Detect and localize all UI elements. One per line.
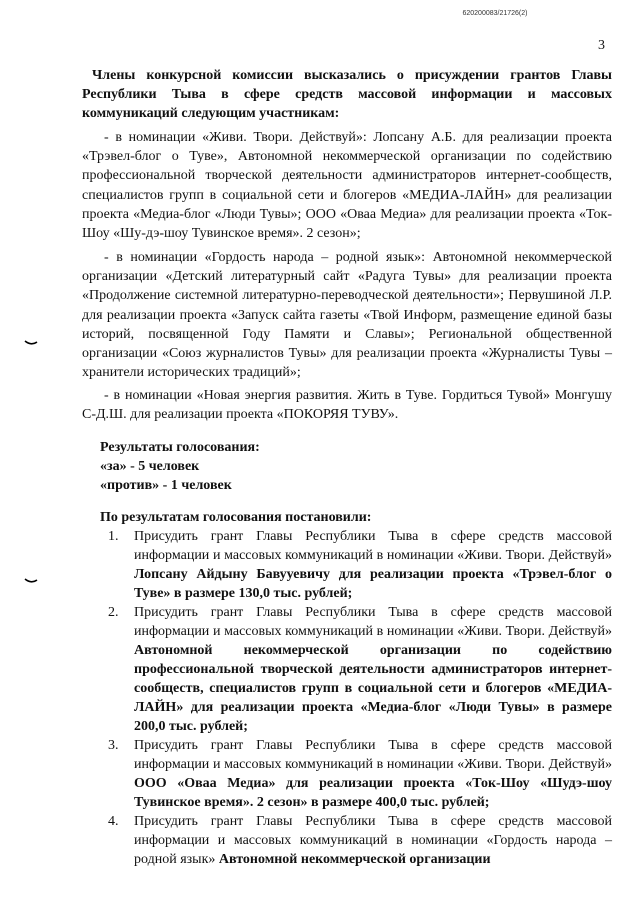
decision-item-text: Присудить грант Главы Республики Тыва в сфере средств массовой информации и массовых коммуникаций в номинации «Живи. Твори. Действуй»	[134, 738, 612, 772]
decision-item-text: Присудить грант Главы Республики Тыва в сфере средств массовой информации и массовых коммуникаций в номинации «Гордость народа – родной язык»	[134, 814, 612, 867]
decision-title: По результатам голосования постановили:	[100, 510, 372, 525]
page-number: 3	[598, 38, 605, 53]
voting-results-title: Результаты голосования:	[100, 440, 260, 455]
nomination-paragraph-1: - в номинации «Живи. Твори. Действуй»: Лопсану А.Б. для реализации проекта «Трэвел-блог о Туве», Автономной некоммерческой организации по содействию профессиональной творческой деятельности администраторов интернет-сообществ, специалистов групп в социальной сети и блогеров «МЕДИА-ЛАЙН» для реализации проекта «Медиа-блог «Люди Тувы»; ООО «Оваа Медиа» для реализации проекта «Ток-Шоу «Шу-дэ-шоу Тувинское время». 2 сезон»;	[82, 130, 612, 242]
votes-for: «за» - 5 человек	[100, 459, 200, 474]
decision-item-number: 4.	[108, 814, 119, 829]
decision-item-text: Присудить грант Главы Республики Тыва в сфере средств массовой информации и массовых коммуникаций в номинации «Живи. Твори. Действуй»	[134, 529, 612, 563]
decision-item	[82, 736, 612, 812]
document-number: 620200083/21726(2)	[462, 10, 528, 17]
decision-item	[82, 527, 612, 603]
decision-item-number: 1.	[108, 529, 119, 544]
decision-item	[82, 603, 612, 736]
decision-item-number: 3.	[108, 738, 119, 753]
voting-results	[100, 438, 600, 495]
decision-item-recipient: Автономной некоммерческой организации по содействию профессиональной творческой деятельности администраторов интернет-сообществ, специалистов групп в социальной сети и блогеров «МЕДИА-ЛАЙН» для реализации проекта «Медиа-блог «Люди Тувы» в размере 200,0 тыс. рублей;	[134, 643, 612, 734]
margin-tick-mark	[24, 340, 38, 346]
commission-heading: Члены конкурсной комиссии высказались о присуждении грантов Главы Республики Тыва в сфере средств массовой информации и массовых коммуникаций следующим участникам:	[82, 68, 612, 121]
votes-against: «против» - 1 человек	[100, 478, 232, 493]
decision-item-text: Присудить грант Главы Республики Тыва в сфере средств массовой информации и массовых коммуникаций в номинации «Живи. Твори. Действуй»	[134, 605, 612, 639]
decision-item-number: 2.	[108, 605, 119, 620]
nomination-paragraph-3: - в номинации «Новая энергия развития. Жить в Туве. Гордиться Тувой» Монгушу С-Д.Ш. для реализации проекта «ПОКОРЯЯ ТУВУ».	[82, 388, 612, 423]
decision-item-recipient: Лопсану Айдыну Бавууевичу для реализации проекта «Трэвел-блог о Туве» в размере 130,0 тыс. рублей;	[134, 567, 612, 601]
decision-item-recipient: Автономной некоммерческой организации	[218, 852, 491, 867]
decision-list	[82, 527, 612, 869]
margin-tick-mark	[24, 578, 38, 584]
decision-item	[82, 812, 612, 869]
nomination-paragraph-2: - в номинации «Гордость народа – родной язык»: Автономной некоммерческой организации «Детский литературный сайт «Радуга Тувы» для реализации проекта «Продолжение системной литературно-переводческой деятельности»; Первушиной Л.Р. для реализации проекта «Запуск сайта газеты «Твой Информ, размещение единой базы историй, посвященной Году Памяти и Славы»; Региональной общественной организации «Союз журналистов Тувы» для реализации проекта «Журналисты Тувы – хранители исторических традиций»;	[82, 250, 612, 381]
decision-item-recipient: ООО «Оваа Медиа» для реализации проекта «Ток-Шоу «Шудэ-шоу Тувинское время». 2 сезон» в размере 400,0 тыс. рублей;	[134, 776, 612, 810]
